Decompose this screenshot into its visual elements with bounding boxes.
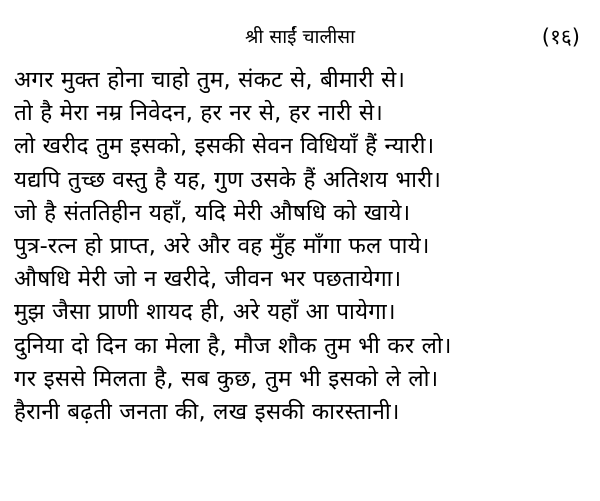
- verse-line: तो है मेरा नम्र निवेदन, हर नर से, हर नारी से।: [14, 100, 383, 127]
- verse-line: दुनिया दो दिन का मेला है, मौज शौक तुम भी कर लो।: [14, 332, 452, 359]
- verse-line: औषधि मेरी जो न खरीदे, जीवन भर पछतायेगा।: [14, 266, 402, 293]
- verse-line: मुझ जैसा प्राणी शायद ही, अरे यहाँ आ पायेगा।: [14, 299, 396, 326]
- verse-line: अगर मुक्त होना चाहो तुम, संकट से, बीमारी से।: [14, 67, 406, 93]
- verse-list: [14, 64, 588, 429]
- page-header: [0, 22, 600, 52]
- verse-line: लो खरीद तुम इसको, इसकी सेवन विधियाँ हैं न्यारी।: [14, 133, 435, 160]
- verse-line: हैरानी बढ़ती जनता की, लख इसकी कारस्तानी।: [14, 398, 400, 425]
- running-title: श्री साईं चालीसा: [244, 26, 356, 48]
- verse-line: जो है संततिहीन यहाँ, यदि मेरी औषधि को खाये।: [14, 199, 411, 226]
- verse-line: पुत्र-रत्न हो प्राप्त, अरे और वह मुँह माँगा फल पाये।: [14, 232, 430, 259]
- verse-line: गर इससे मिलता है, सब कुछ, तुम भी इसको ले लो।: [14, 365, 439, 392]
- verse-line: यद्यपि तुच्छ वस्तु है यह, गुण उसके हैं अतिशय भारी।: [14, 166, 442, 193]
- page-number: (१६): [541, 25, 580, 49]
